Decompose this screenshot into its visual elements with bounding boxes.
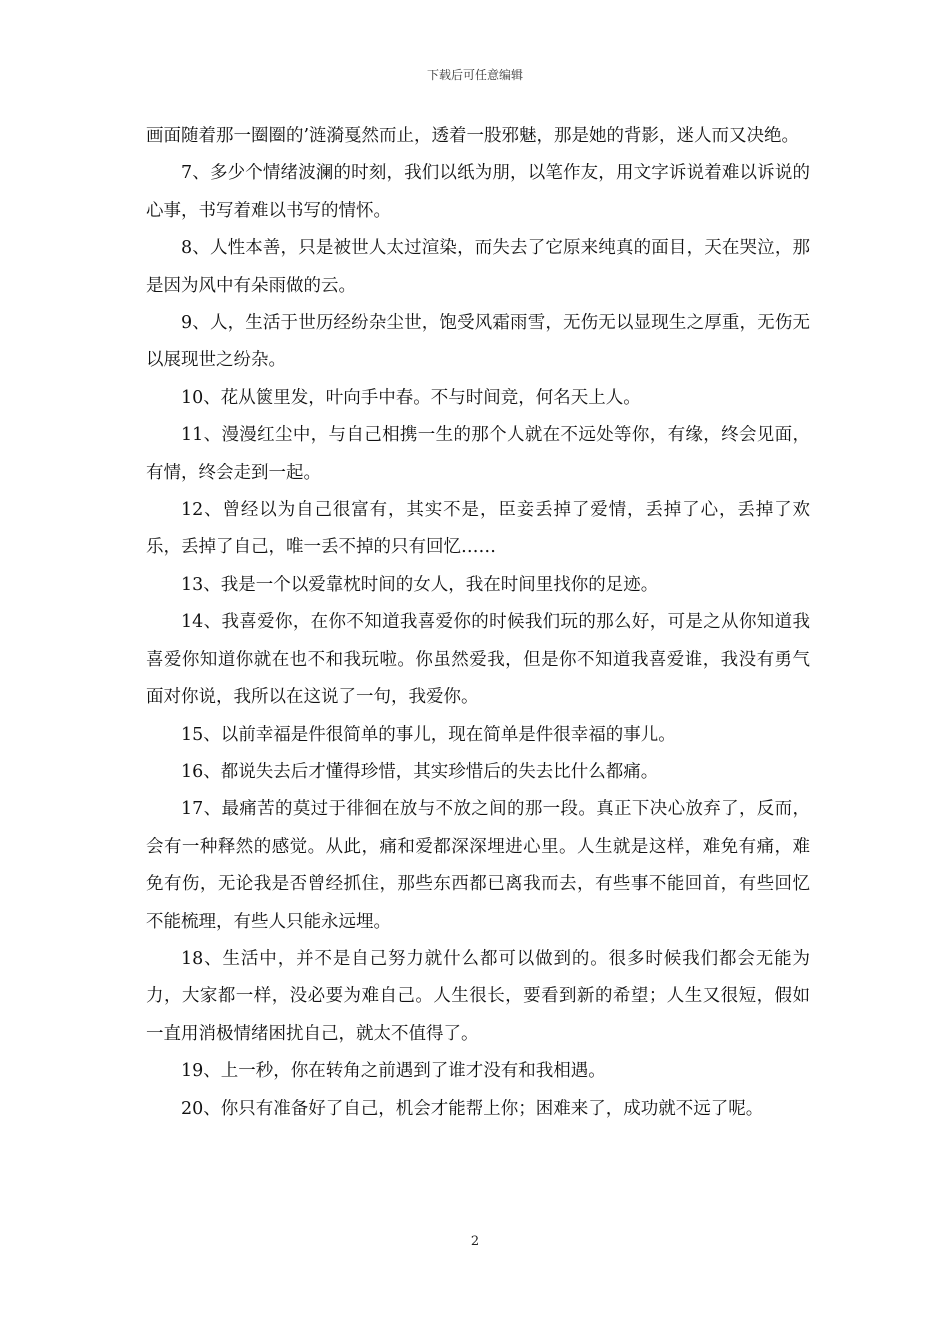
paragraph: 8、人性本善，只是被世人太过渲染，而失去了它原来纯真的面目，天在哭泣，那是因为风中有朵雨做的云。 xyxy=(146,238,810,296)
paragraph: 9、人，生活于世历经纷杂尘世，饱受风霜雨雪，无伤无以显现生之厚重，无伤无以展现世之纷杂。 xyxy=(146,313,810,371)
paragraph: 12、曾经以为自己很富有，其实不是，臣妾丢掉了爱情，丢掉了心，丢掉了欢乐，丢掉了自己，唯一丢不掉的只有回忆…… xyxy=(146,500,810,558)
paragraph: 20、你只有准备好了自己，机会才能帮上你；困难来了，成功就不远了呢。 xyxy=(181,1098,764,1119)
paragraph: 7、多少个情绪波澜的时刻，我们以纸为朋，以笔作友，用文字诉说着难以诉说的心事，书写着难以书写的情怀。 xyxy=(146,163,810,221)
paragraph: 19、上一秒，你在转角之前遇到了谁才没有和我相遇。 xyxy=(181,1061,606,1082)
paragraph: 16、都说失去后才懂得珍惜，其实珍惜后的失去比什么都痛。 xyxy=(181,761,659,782)
paragraph: 18、生活中，并不是自己努力就什么都可以做到的。很多时候我们都会无能为力，大家都一样，没必要为难自己。人生很长，要看到新的希望；人生又很短，假如一直用消极情绪困扰自己，就太不值得了。 xyxy=(146,948,810,1044)
paragraph: 10、花从篋里发，叶向手中春。不与时间竞，何名天上人。 xyxy=(181,387,641,408)
paragraph: 15、以前幸福是件很简单的事儿，现在简单是件很幸福的事儿。 xyxy=(181,724,676,745)
paragraph: 13、我是一个以爱靠枕时间的女人，我在时间里找你的足迹。 xyxy=(181,574,659,595)
paragraph: 17、最痛苦的莫过于徘徊在放与不放之间的那一段。真正下决心放弃了，反而，会有一种释然的感觉。从此，痛和爱都深深埋进心里。人生就是这样，难免有痛，难免有伤，无论我是否曾经抓住，那些东西都已离我而去，有些事不能回首，有些回忆不能梳理，有些人只能永远埋。 xyxy=(146,799,810,932)
page-header: 下载后可任意编辑 xyxy=(426,68,523,82)
paragraph: 11、漫漫红尘中，与自己相携一生的那个人就在不远处等你，有缘，终会见面，有情，终会走到一起。 xyxy=(146,425,810,483)
paragraph: 14、我喜爱你，在你不知道我喜爱你的时候我们玩的那么好，可是之从你知道我喜爱你知道你就在也不和我玩啦。你虽然爱我，但是你不知道我喜爱谁，我没有勇气面对你说，我所以在这说了一句，我爱你。 xyxy=(146,612,810,708)
paragraph: 画面随着那一圈圈的’涟漪戛然而止，透着一股邪魅，那是她的背影，迷人而又决绝。 xyxy=(146,126,800,146)
document-body xyxy=(146,118,810,1128)
page-number: 2 xyxy=(470,1234,480,1249)
